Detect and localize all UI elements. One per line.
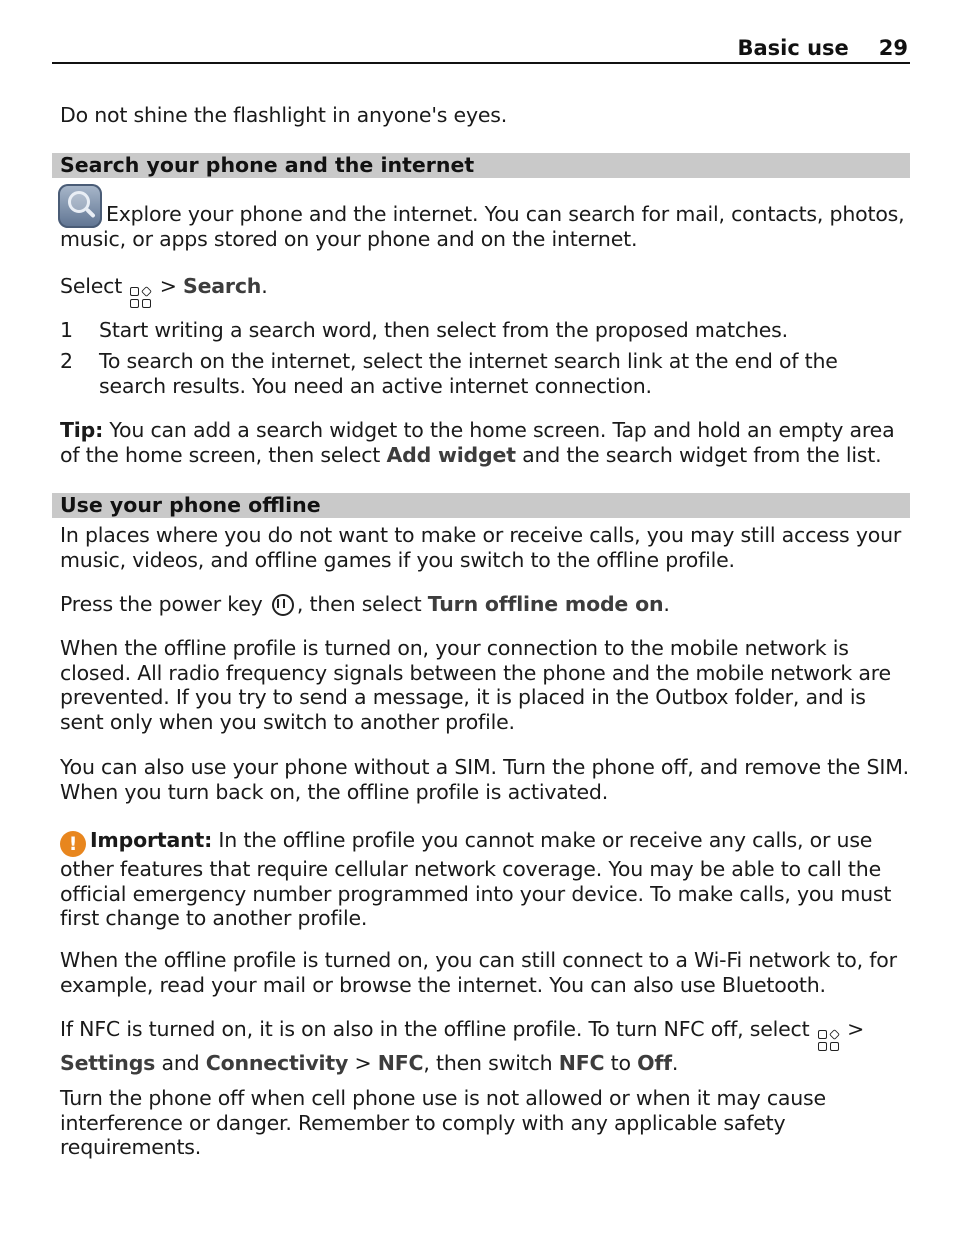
important-label: Important:: [90, 828, 213, 852]
then-text: , then switch: [423, 1051, 559, 1075]
step-number-2: 2: [60, 349, 73, 373]
header-rule: [52, 62, 910, 64]
search-select-instruction: [60, 274, 910, 308]
period: .: [261, 274, 268, 298]
tip-text-end: and the search widget from the list.: [515, 442, 882, 467]
search-description: Explore your phone and the internet. You can search for mail, contacts, photos, music, or apps stored on your phone and on the internet.: [60, 202, 905, 251]
and-text: and: [155, 1051, 206, 1075]
important-text: In the offline profile you cannot make or receive any calls, or use other features that require cellular network coverage. You may be able to call the official emergency number programmed into your device. To make calls, you must first change to another profile.: [60, 828, 892, 930]
offline-intro: In places where you do not want to make or receive calls, you may still access your music, videos, and offline games if you switch to the offline profile.: [60, 523, 902, 572]
period: .: [663, 592, 670, 616]
tip-paragraph: [60, 418, 910, 467]
wifi-paragraph: When the offline profile is turned on, you can still connect to a Wi-Fi network to, for example, read your mail or browse the internet. You can also use Bluetooth.: [60, 948, 897, 997]
select-text: Select: [60, 274, 123, 298]
page-header: [737, 36, 908, 60]
nfc-label: NFC: [558, 1051, 605, 1075]
power-text: Press the power key: [60, 592, 269, 616]
tip-label: Tip:: [60, 418, 104, 442]
nfc-paragraph: [60, 1017, 910, 1076]
separator: >: [159, 274, 177, 298]
section-heading-offline: [52, 493, 910, 518]
app-menu-icon: [818, 1030, 839, 1051]
step-number-1: 1: [60, 318, 73, 342]
section-heading-offline-text: Use your phone offline: [60, 493, 321, 517]
nfc-text: If NFC is turned on, it is on also in the offline profile. To turn NFC off, select: [60, 1017, 816, 1041]
step-text-1: Start writing a search word, then select from the proposed matches.: [99, 318, 788, 342]
header-title: Basic use: [737, 36, 849, 60]
separator: >: [348, 1051, 378, 1075]
important-paragraph: [60, 828, 910, 931]
app-menu-icon: [130, 287, 151, 308]
power-text-2: , then select: [296, 592, 428, 616]
settings-label: Settings: [60, 1051, 156, 1075]
page-number: 29: [878, 36, 908, 60]
period: .: [671, 1051, 679, 1075]
nfc-label: NFC: [377, 1051, 424, 1075]
offline-network-paragraph: When the offline profile is turned on, your connection to the mobile network is closed. All radio frequency signals between the phone and the mobile network are prevented. If you try to send a message, it is placed in the Outbox folder, and is sent only when you switch to another profile.: [60, 636, 891, 734]
power-key-instruction: [60, 592, 910, 617]
add-widget-label: Add widget: [386, 442, 516, 467]
turn-offline-label: Turn offline mode on: [427, 592, 664, 616]
separator: >: [840, 1017, 865, 1041]
tip-text: You can add a search widget to the home screen. Tap and hold an empty area of the home screen, then select: [60, 418, 895, 467]
section-heading-search-text: Search your phone and the internet: [60, 153, 475, 177]
warning-icon: !: [60, 831, 86, 857]
to-text: to: [604, 1051, 638, 1075]
without-sim-paragraph: You can also use your phone without a SIM. Turn the phone off, and remove the SIM. When you turn back on, the offline profile is activated.: [60, 755, 909, 804]
off-label: Off: [637, 1051, 672, 1075]
safety-paragraph: Turn the phone off when cell phone use is not allowed or when it may cause interference or danger. Remember to comply with any applicable safety requirements.: [60, 1086, 826, 1159]
step-text-2: To search on the internet, select the internet search link at the end of the search results. You need an active internet connection.: [99, 349, 838, 398]
power-key-icon: [272, 594, 294, 616]
search-ui-label: Search: [183, 274, 262, 298]
section-heading-search: [52, 153, 910, 178]
flashlight-warning: Do not shine the flashlight in anyone's eyes.: [60, 103, 508, 127]
connectivity-label: Connectivity: [205, 1051, 349, 1075]
